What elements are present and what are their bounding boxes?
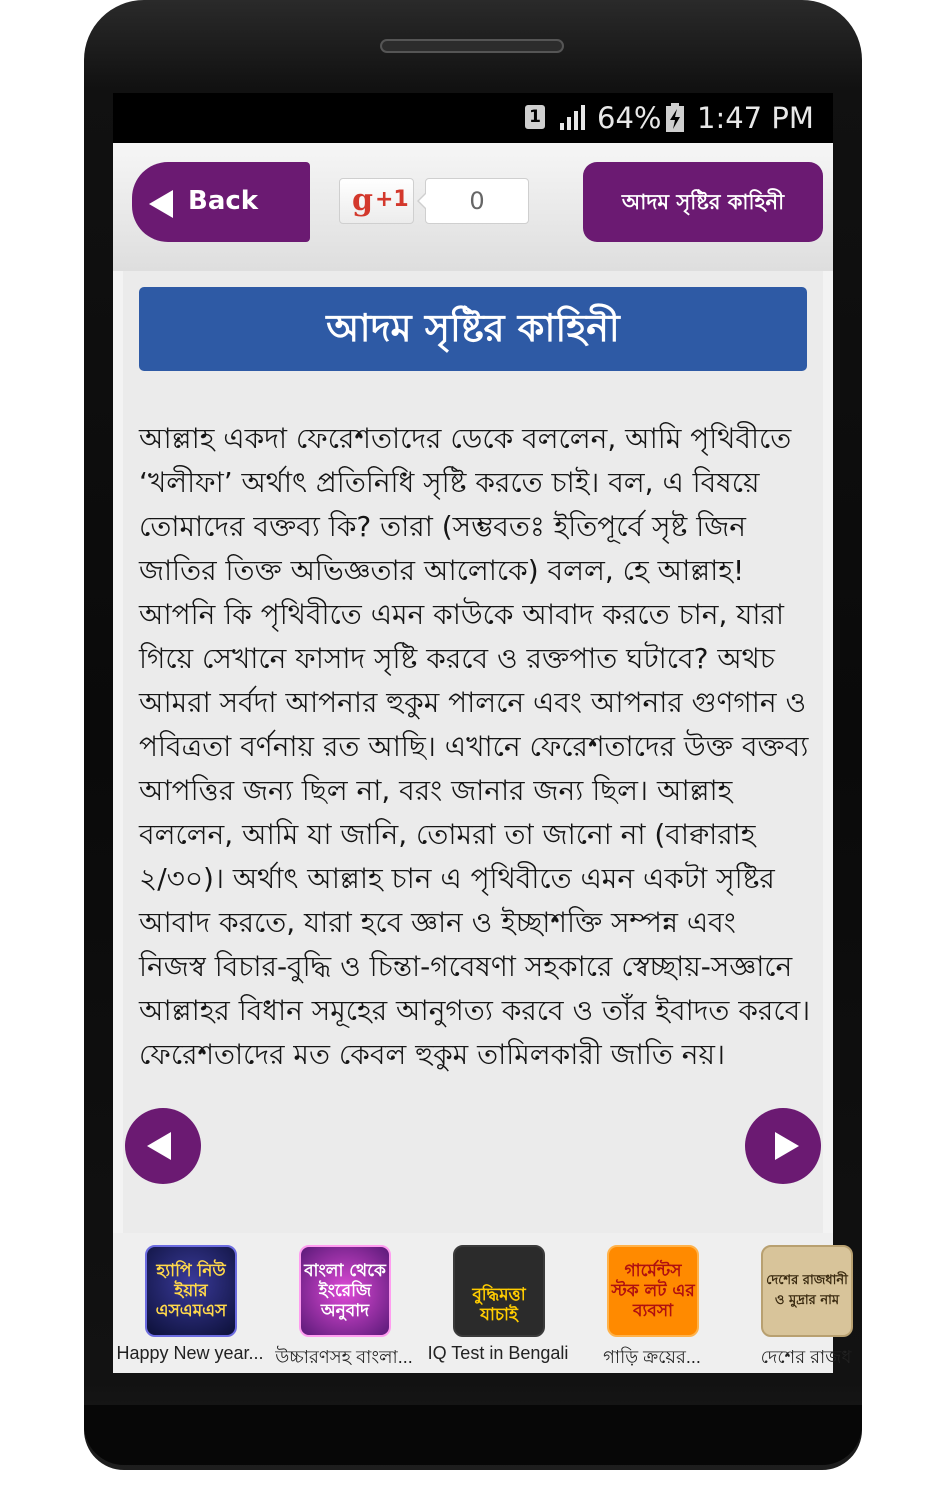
article-heading: আদম সৃষ্টির কাহিনী [139, 287, 807, 371]
plus-one-label: +1 [375, 187, 409, 212]
battery-percent: 64% [597, 101, 662, 135]
plus-one-count: 0 [425, 178, 529, 224]
sim-icon: 1 [525, 105, 545, 129]
map-icon: দেশের রাজধানী ও মুদ্রার নাম [761, 1245, 853, 1337]
bulb-icon [453, 1245, 545, 1337]
signal-icon [559, 103, 587, 131]
app-screen [113, 93, 852, 1373]
app-label: দেশের রাজধ [760, 1347, 852, 1367]
google-plus-icon: g [352, 183, 373, 218]
garments-icon: গার্মেন্টস স্টক লট এর ব্যবসা [607, 1245, 699, 1337]
story-title-button[interactable]: আদম সৃষ্টির কাহিনী [583, 162, 823, 242]
bulb-icon-text: বুদ্ধিমত্তা যাচাই [472, 1285, 526, 1325]
phone-speaker [380, 39, 564, 53]
app-item-happy-new-year[interactable] [113, 1245, 267, 1371]
back-button-label: Back [188, 186, 259, 216]
app-item-bangla-pronunciation[interactable] [267, 1245, 421, 1371]
app-item-iq-test[interactable] [421, 1245, 575, 1371]
next-page-button[interactable] [745, 1108, 821, 1184]
status-bar [113, 93, 833, 143]
app-label: গাড়ি ক্রয়ের... [603, 1347, 701, 1367]
phone-chin [84, 1405, 862, 1465]
promoted-apps-strip[interactable] [113, 1233, 852, 1373]
app-label: Happy New year... [116, 1343, 264, 1363]
fireworks-icon: হ্যাপি নিউ ইয়ার এসএমএস [145, 1245, 237, 1337]
back-button[interactable] [132, 162, 310, 242]
article-body: আল্লাহ একদা ফেরেশতাদের ডেকে বললেন, আমি পৃথিবীতে ‘খলীফা’ অর্থাৎ প্রতিনিধি সৃষ্টি করতে চাই। বল, এ বিষয়ে তোমাদের বক্তব্য কি? তারা (সম্ভবতঃ ইতিপূর্বে সৃষ্ট জিন জাতির তিক্ত অভিজ্ঞতার আলোকে) বলল, হে আল্লাহ! আপনি কি পৃথিবীতে এমন কাউকে আবাদ করতে চান, যারা গিয়ে সেখানে ফাসাদ সৃষ্টি করবে ও রক্তপাত ঘটাবে? অথচ আমরা সর্বদা আপনার হুকুম পালনে এবং আপনার গুণগান ও পবিত্রতা বর্ণনায় রত আছি। এখানে ফেরেশতাদের উক্ত বক্তব্য আপত্তির জন্য ছিল না, বরং জানার জন্য ছিল। আল্লাহ বললেন, আমি যা জানি, তোমরা তা জানো না (বাক্বারাহ ২/৩০)। অর্থাৎ আল্লাহ চান এ পৃথিবীতে এমন একটা সৃষ্টির আবাদ করতে, যারা হবে জ্ঞান ও ইচ্ছাশক্তি সম্পন্ন এবং নিজস্ব বিচার-বুদ্ধি ও চিন্তা-গবেষণা সহকারে স্বেচ্ছায়-সজ্ঞানে আল্লাহর বিধান সমূহের আনুগত্য করবে ও তাঁর ইবাদত করবে। ফেরেশতাদের মত কেবল হুকুম তামিলকারী জাতি নয়। [139, 422, 811, 1071]
google-plus-one-button[interactable] [339, 178, 414, 224]
app-item-garments-business[interactable] [575, 1245, 729, 1371]
back-arrow-icon [149, 190, 173, 218]
translate-icon: বাংলা থেকে ইংরেজি অনুবাদ [299, 1245, 391, 1337]
previous-page-button[interactable] [125, 1108, 201, 1184]
app-label: উচ্চারণসহ বাংলা... [275, 1347, 413, 1367]
arrow-left-icon [147, 1132, 171, 1160]
article-content[interactable] [123, 271, 823, 1233]
arrow-right-icon [775, 1132, 799, 1160]
app-label: IQ Test in Bengali [427, 1343, 569, 1363]
status-clock: 1:47 PM [697, 101, 814, 135]
battery-charging-icon [665, 103, 685, 133]
toolbar [113, 143, 833, 271]
app-item-country-capitals[interactable] [729, 1245, 883, 1371]
